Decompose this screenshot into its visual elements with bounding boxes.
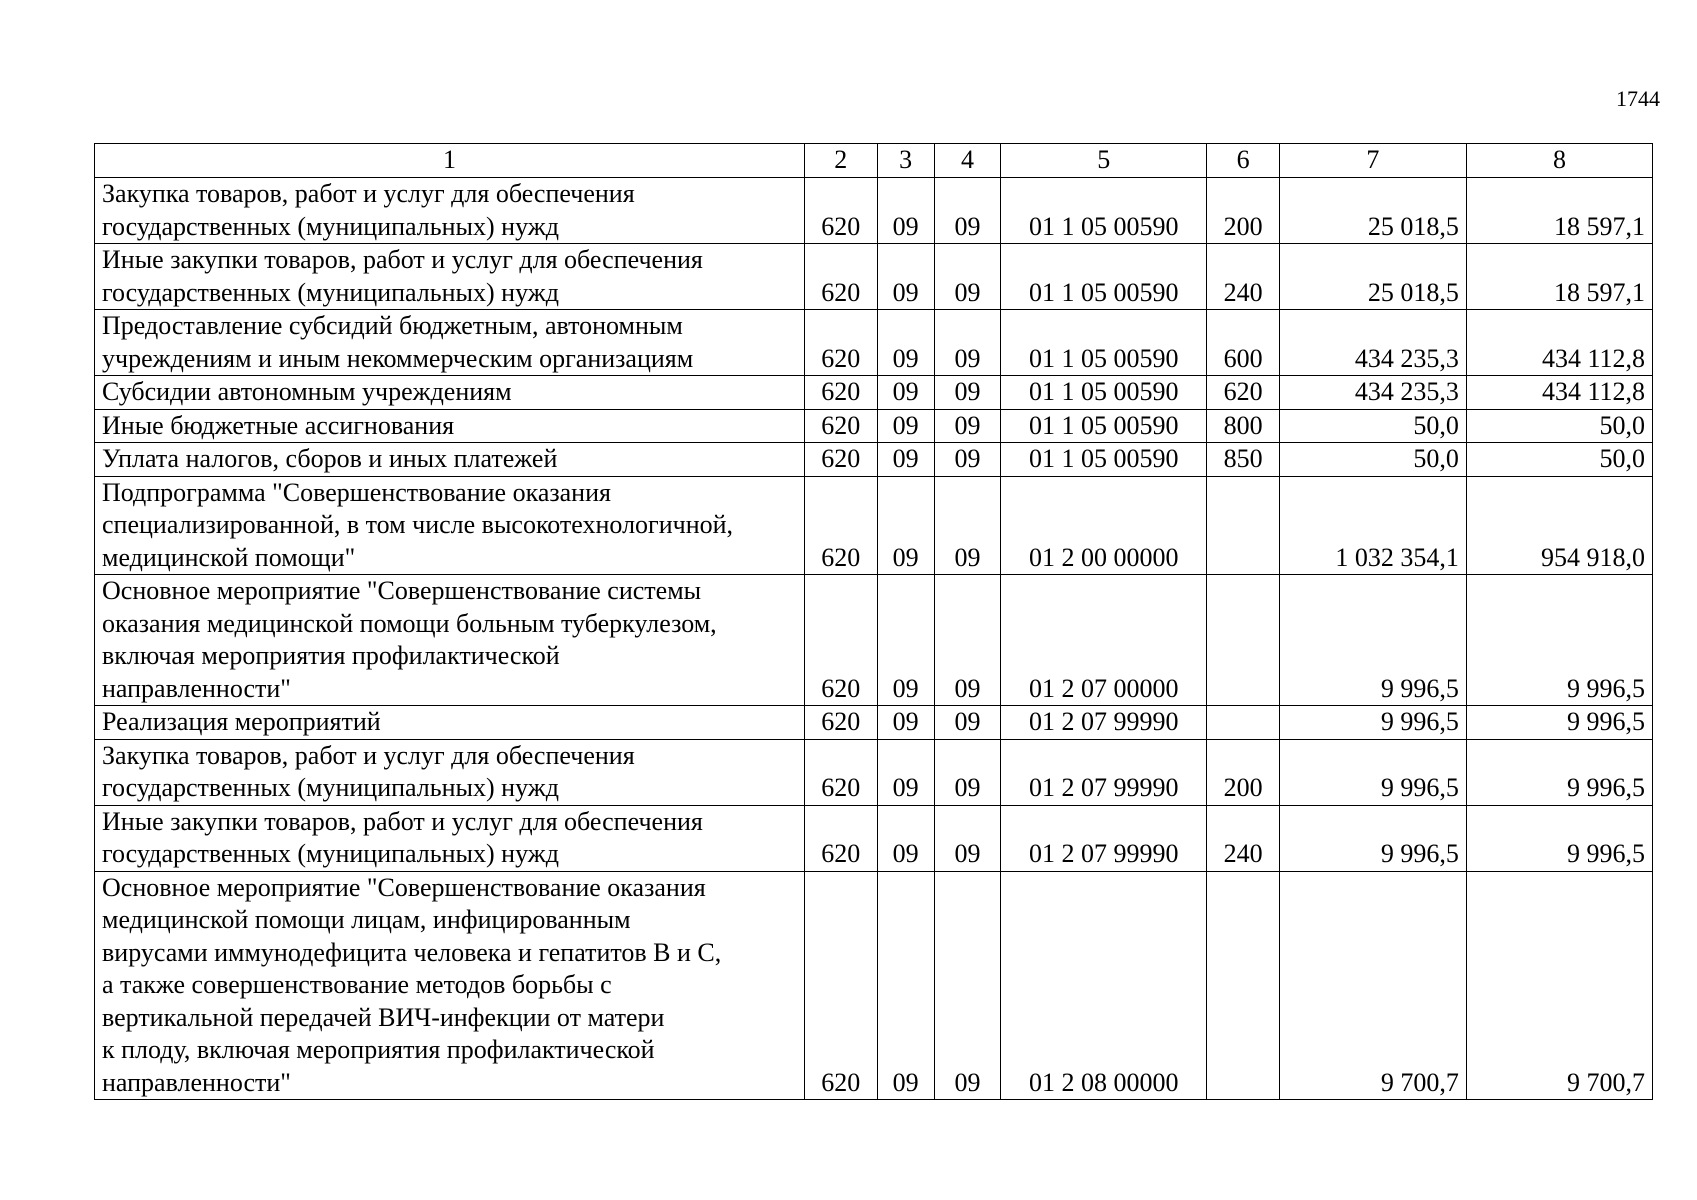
amount-cell: 9 996,5	[1466, 739, 1652, 805]
target-article-cell: 01 1 05 00590	[1001, 310, 1207, 376]
amount-cell: 9 700,7	[1466, 871, 1652, 1100]
section-cell: 09	[877, 443, 934, 477]
table-row	[95, 376, 1653, 410]
amount-cell: 1 032 354,1	[1279, 476, 1466, 575]
table-row	[95, 575, 1653, 706]
glava-cell: 620	[805, 310, 877, 376]
glava-cell: 620	[805, 805, 877, 871]
row-name-cell: Реализация мероприятий	[95, 706, 805, 740]
subsection-cell: 09	[934, 805, 1000, 871]
target-article-cell: 01 1 05 00590	[1001, 244, 1207, 310]
expense-type-cell: 200	[1207, 739, 1279, 805]
row-name-cell: Закупка товаров, работ и услуг для обеспечения государственных (муниципальных) нужд	[95, 178, 805, 244]
target-article-cell: 01 2 07 99990	[1001, 706, 1207, 740]
column-header: 5	[1001, 144, 1207, 178]
target-article-cell: 01 1 05 00590	[1001, 443, 1207, 477]
expense-type-cell: 200	[1207, 178, 1279, 244]
expense-type-cell: 800	[1207, 409, 1279, 443]
expense-type-cell	[1207, 871, 1279, 1100]
header-row	[95, 144, 1653, 178]
amount-cell: 50,0	[1279, 409, 1466, 443]
amount-cell: 9 996,5	[1279, 706, 1466, 740]
subsection-cell: 09	[934, 706, 1000, 740]
column-header: 7	[1279, 144, 1466, 178]
amount-cell: 9 996,5	[1279, 739, 1466, 805]
table-row	[95, 244, 1653, 310]
target-article-cell: 01 2 07 99990	[1001, 805, 1207, 871]
page-number: 1744	[1616, 86, 1660, 111]
expense-type-cell: 240	[1207, 805, 1279, 871]
glava-cell: 620	[805, 739, 877, 805]
table-row	[95, 706, 1653, 740]
glava-cell: 620	[805, 575, 877, 706]
target-article-cell: 01 1 05 00590	[1001, 376, 1207, 410]
expense-type-cell: 850	[1207, 443, 1279, 477]
glava-cell: 620	[805, 443, 877, 477]
row-name-cell: Субсидии автономным учреждениям	[95, 376, 805, 410]
row-name-cell: Иные бюджетные ассигнования	[95, 409, 805, 443]
row-name-cell: Закупка товаров, работ и услуг для обеспечения государственных (муниципальных) нужд	[95, 739, 805, 805]
table-row	[95, 476, 1653, 575]
amount-cell: 434 235,3	[1279, 310, 1466, 376]
amount-cell: 434 112,8	[1466, 376, 1652, 410]
subsection-cell: 09	[934, 476, 1000, 575]
column-header: 3	[877, 144, 934, 178]
column-header: 2	[805, 144, 877, 178]
section-cell: 09	[877, 706, 934, 740]
amount-cell: 9 996,5	[1279, 805, 1466, 871]
amount-cell: 50,0	[1279, 443, 1466, 477]
row-name-cell: Уплата налогов, сборов и иных платежей	[95, 443, 805, 477]
subsection-cell: 09	[934, 575, 1000, 706]
amount-cell: 25 018,5	[1279, 178, 1466, 244]
target-article-cell: 01 2 08 00000	[1001, 871, 1207, 1100]
amount-cell: 50,0	[1466, 409, 1652, 443]
subsection-cell: 09	[934, 310, 1000, 376]
section-cell: 09	[877, 476, 934, 575]
glava-cell: 620	[805, 178, 877, 244]
column-header: 8	[1466, 144, 1652, 178]
row-name-cell: Основное мероприятие "Совершенствование системы оказания медицинской помощи больным туберкулезом, включая мероприятия профилактической направленности"	[95, 575, 805, 706]
target-article-cell: 01 2 00 00000	[1001, 476, 1207, 575]
expense-type-cell: 600	[1207, 310, 1279, 376]
amount-cell: 18 597,1	[1466, 178, 1652, 244]
section-cell: 09	[877, 244, 934, 310]
expense-type-cell	[1207, 575, 1279, 706]
row-name-cell: Подпрограмма "Совершенствование оказания специализированной, в том числе высокотехнологичной, медицинской помощи"	[95, 476, 805, 575]
table-row	[95, 443, 1653, 477]
subsection-cell: 09	[934, 739, 1000, 805]
amount-cell: 9 996,5	[1466, 706, 1652, 740]
amount-cell: 954 918,0	[1466, 476, 1652, 575]
target-article-cell: 01 1 05 00590	[1001, 178, 1207, 244]
amount-cell: 9 700,7	[1279, 871, 1466, 1100]
table-body	[95, 178, 1653, 1100]
amount-cell: 9 996,5	[1279, 575, 1466, 706]
glava-cell: 620	[805, 376, 877, 410]
section-cell: 09	[877, 575, 934, 706]
amount-cell: 434 235,3	[1279, 376, 1466, 410]
glava-cell: 620	[805, 706, 877, 740]
row-name-cell: Иные закупки товаров, работ и услуг для обеспечения государственных (муниципальных) нужд	[95, 805, 805, 871]
table-row	[95, 805, 1653, 871]
table-row	[95, 178, 1653, 244]
amount-cell: 9 996,5	[1466, 805, 1652, 871]
row-name-cell: Основное мероприятие "Совершенствование оказания медицинской помощи лицам, инфицированным вирусами иммунодефицита человека и гепатитов B и C, а также совершенствование методов борьбы с вертикальной передачей ВИЧ-инфекции от матери к плоду, включая мероприятия профилактической направленности"	[95, 871, 805, 1100]
section-cell: 09	[877, 739, 934, 805]
amount-cell: 434 112,8	[1466, 310, 1652, 376]
table-row	[95, 409, 1653, 443]
section-cell: 09	[877, 871, 934, 1100]
amount-cell: 50,0	[1466, 443, 1652, 477]
amount-cell: 25 018,5	[1279, 244, 1466, 310]
target-article-cell: 01 2 07 00000	[1001, 575, 1207, 706]
glava-cell: 620	[805, 476, 877, 575]
target-article-cell: 01 1 05 00590	[1001, 409, 1207, 443]
subsection-cell: 09	[934, 871, 1000, 1100]
amount-cell: 18 597,1	[1466, 244, 1652, 310]
subsection-cell: 09	[934, 178, 1000, 244]
section-cell: 09	[877, 178, 934, 244]
row-name-cell: Иные закупки товаров, работ и услуг для обеспечения государственных (муниципальных) нужд	[95, 244, 805, 310]
glava-cell: 620	[805, 409, 877, 443]
expense-type-cell	[1207, 706, 1279, 740]
column-header: 4	[934, 144, 1000, 178]
glava-cell: 620	[805, 244, 877, 310]
expense-type-cell: 620	[1207, 376, 1279, 410]
amount-cell: 9 996,5	[1466, 575, 1652, 706]
table-row	[95, 310, 1653, 376]
section-cell: 09	[877, 376, 934, 410]
subsection-cell: 09	[934, 376, 1000, 410]
column-header: 6	[1207, 144, 1279, 178]
subsection-cell: 09	[934, 409, 1000, 443]
column-header: 1	[95, 144, 805, 178]
section-cell: 09	[877, 805, 934, 871]
budget-table	[94, 143, 1653, 1100]
row-name-cell: Предоставление субсидий бюджетным, автономным учреждениям и иным некоммерческим организациям	[95, 310, 805, 376]
table-row	[95, 871, 1653, 1100]
glava-cell: 620	[805, 871, 877, 1100]
expense-type-cell: 240	[1207, 244, 1279, 310]
subsection-cell: 09	[934, 244, 1000, 310]
section-cell: 09	[877, 310, 934, 376]
table-row	[95, 739, 1653, 805]
section-cell: 09	[877, 409, 934, 443]
subsection-cell: 09	[934, 443, 1000, 477]
expense-type-cell	[1207, 476, 1279, 575]
target-article-cell: 01 2 07 99990	[1001, 739, 1207, 805]
